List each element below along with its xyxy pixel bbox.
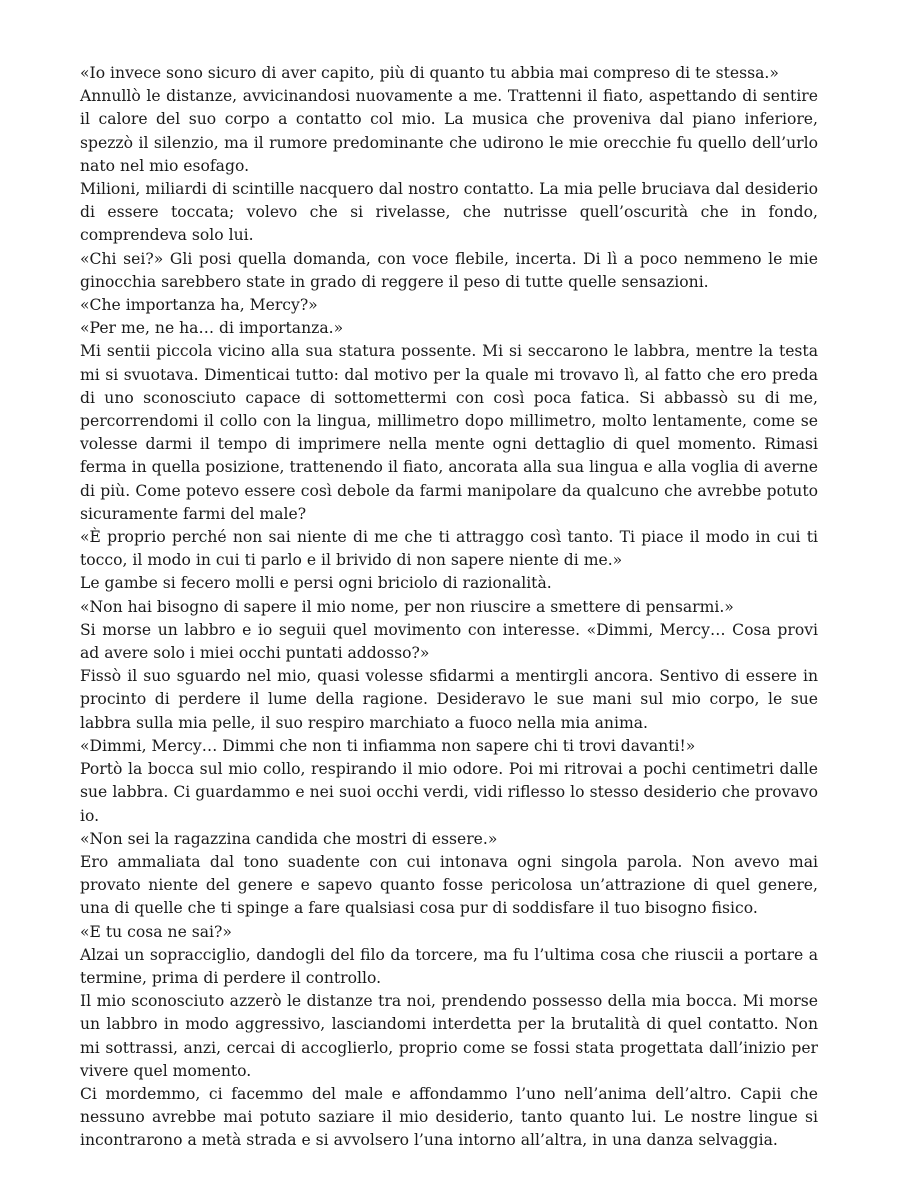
paragraph: «E tu cosa ne sai?» [80,922,232,941]
paragraph: Le gambe si fecero molli e persi ogni briciolo di razionalità. [80,574,552,593]
paragraph: Alzai un sopracciglio, dandogli del filo da torcere, ma fu l’ultima cosa che riuscii a portare a termine, prima di perdere il controllo. [80,945,818,987]
paragraph: Fissò il suo sguardo nel mio, quasi volesse sfidarmi a mentirgli ancora. Sentivo di essere in procinto di perdere il lume della ragione. Desideravo le sue mani sul mio corpo, le sue labbra sulla mia pelle, il suo respiro marchiato a fuoco nella mia anima. [80,667,818,732]
paragraph: Mi sentii piccola vicino alla sua statura possente. Mi si seccarono le labbra, mentre la testa mi si svuotava. Dimenticai tutto: dal motivo per la quale mi trovavo lì, al fatto che ero preda di uno sconosciuto capace di sottomettermi con così poca fatica. Si abbassò su di me, percorrendomi il collo con la lingua, millimetro dopo millimetro, molto lentamente, come se volesse darmi il tempo di imprimere nella mente ogni dettaglio di quel momento. Rimasi ferma in quella posizione, trattenendo il fiato, ancorata alla sua lingua e alla voglia di averne di più. Come potevo essere così debole da farmi manipolare da qualcuno che avrebbe potuto sicuramente farmi del male? [80,342,818,523]
paragraph: Ero ammaliata dal tono suadente con cui intonava ogni singola parola. Non avevo mai provato niente del genere e sapevo quanto fosse pericolosa un’attrazione di quel genere, una di quelle che ti spinge a fare qualsiasi cosa pur di soddisfare il tuo bisogno fisico. [80,852,818,918]
paragraph: «Che importanza ha, Mercy?» [80,296,318,315]
body-text [80,62,818,1153]
paragraph: Si morse un labbro e io seguii quel movimento con interesse. «Dimmi, Mercy… Cosa provi ad avere solo i miei occhi puntati addosso?» [80,620,818,663]
paragraph: «È proprio perché non sai niente di me che ti attraggo così tanto. Ti piace il modo in cui ti tocco, il modo in cui ti parlo e il brivido di non sapere niente di me.» [80,528,818,570]
paragraph: «Non hai bisogno di sapere il mio nome, per non riuscire a smettere di pensarmi.» [80,597,734,616]
paragraph: Annullò le distanze, avvicinandosi nuovamente a me. Trattenni il fiato, aspettando di sentire il calore del suo corpo a contatto col mio. La musica che proveniva dal piano inferiore, spezzò il silenzio, ma il rumore predominante che udirono le mie orecchie fu quello dell’urlo nato nel mio esofago. [80,87,818,175]
paragraph: Milioni, miliardi di scintille nacquero dal nostro contatto. La mia pelle bruciava dal desiderio di essere toccata; volevo che si rivelasse, che nutrisse quell’oscurità che in fondo, comprendeva solo lui. [80,180,818,245]
paragraph: «Per me, ne ha… di importanza.» [80,319,344,338]
paragraph: «Non sei la ragazzina candida che mostri di essere.» [80,829,498,848]
paragraph: Ci mordemmo, ci facemmo del male e affondammo l’uno nell’anima dell’altro. Capii che nessuno avrebbe mai potuto saziare il mio desiderio, tanto quanto lui. Le nostre lingue si incontrarono a metà strada e si avvolsero l’una intorno all’altra, in una danza selvaggia. [80,1084,818,1150]
paragraph: Il mio sconosciuto azzerò le distanze tra noi, prendendo possesso della mia bocca. Mi morse un labbro in modo aggressivo, lasciandomi interdetta per la brutalità di quel contatto. Non mi sottrassi, anzi, cercai di accoglierlo, proprio come se fossi stata progettata dall’inizio per vivere quel momento. [80,992,818,1080]
paragraph: «Chi sei?» Gli posi quella domanda, con voce flebile, incerta. Di lì a poco nemmeno le mie ginocchia sarebbero state in grado di reggere il peso di tutte quelle sensazioni. [80,249,818,291]
paragraph: Portò la bocca sul mio collo, respirando il mio odore. Poi mi ritrovai a pochi centimetri dalle sue labbra. Ci guardammo e nei suoi occhi verdi, vidi riflesso lo stesso desiderio che provavo io. [80,760,818,825]
paragraph: «Dimmi, Mercy… Dimmi che non ti infiamma non sapere chi ti trovi davanti!» [80,736,696,755]
paragraph: «Io invece sono sicuro di aver capito, più di quanto tu abbia mai compreso di te stessa.» [80,64,779,82]
